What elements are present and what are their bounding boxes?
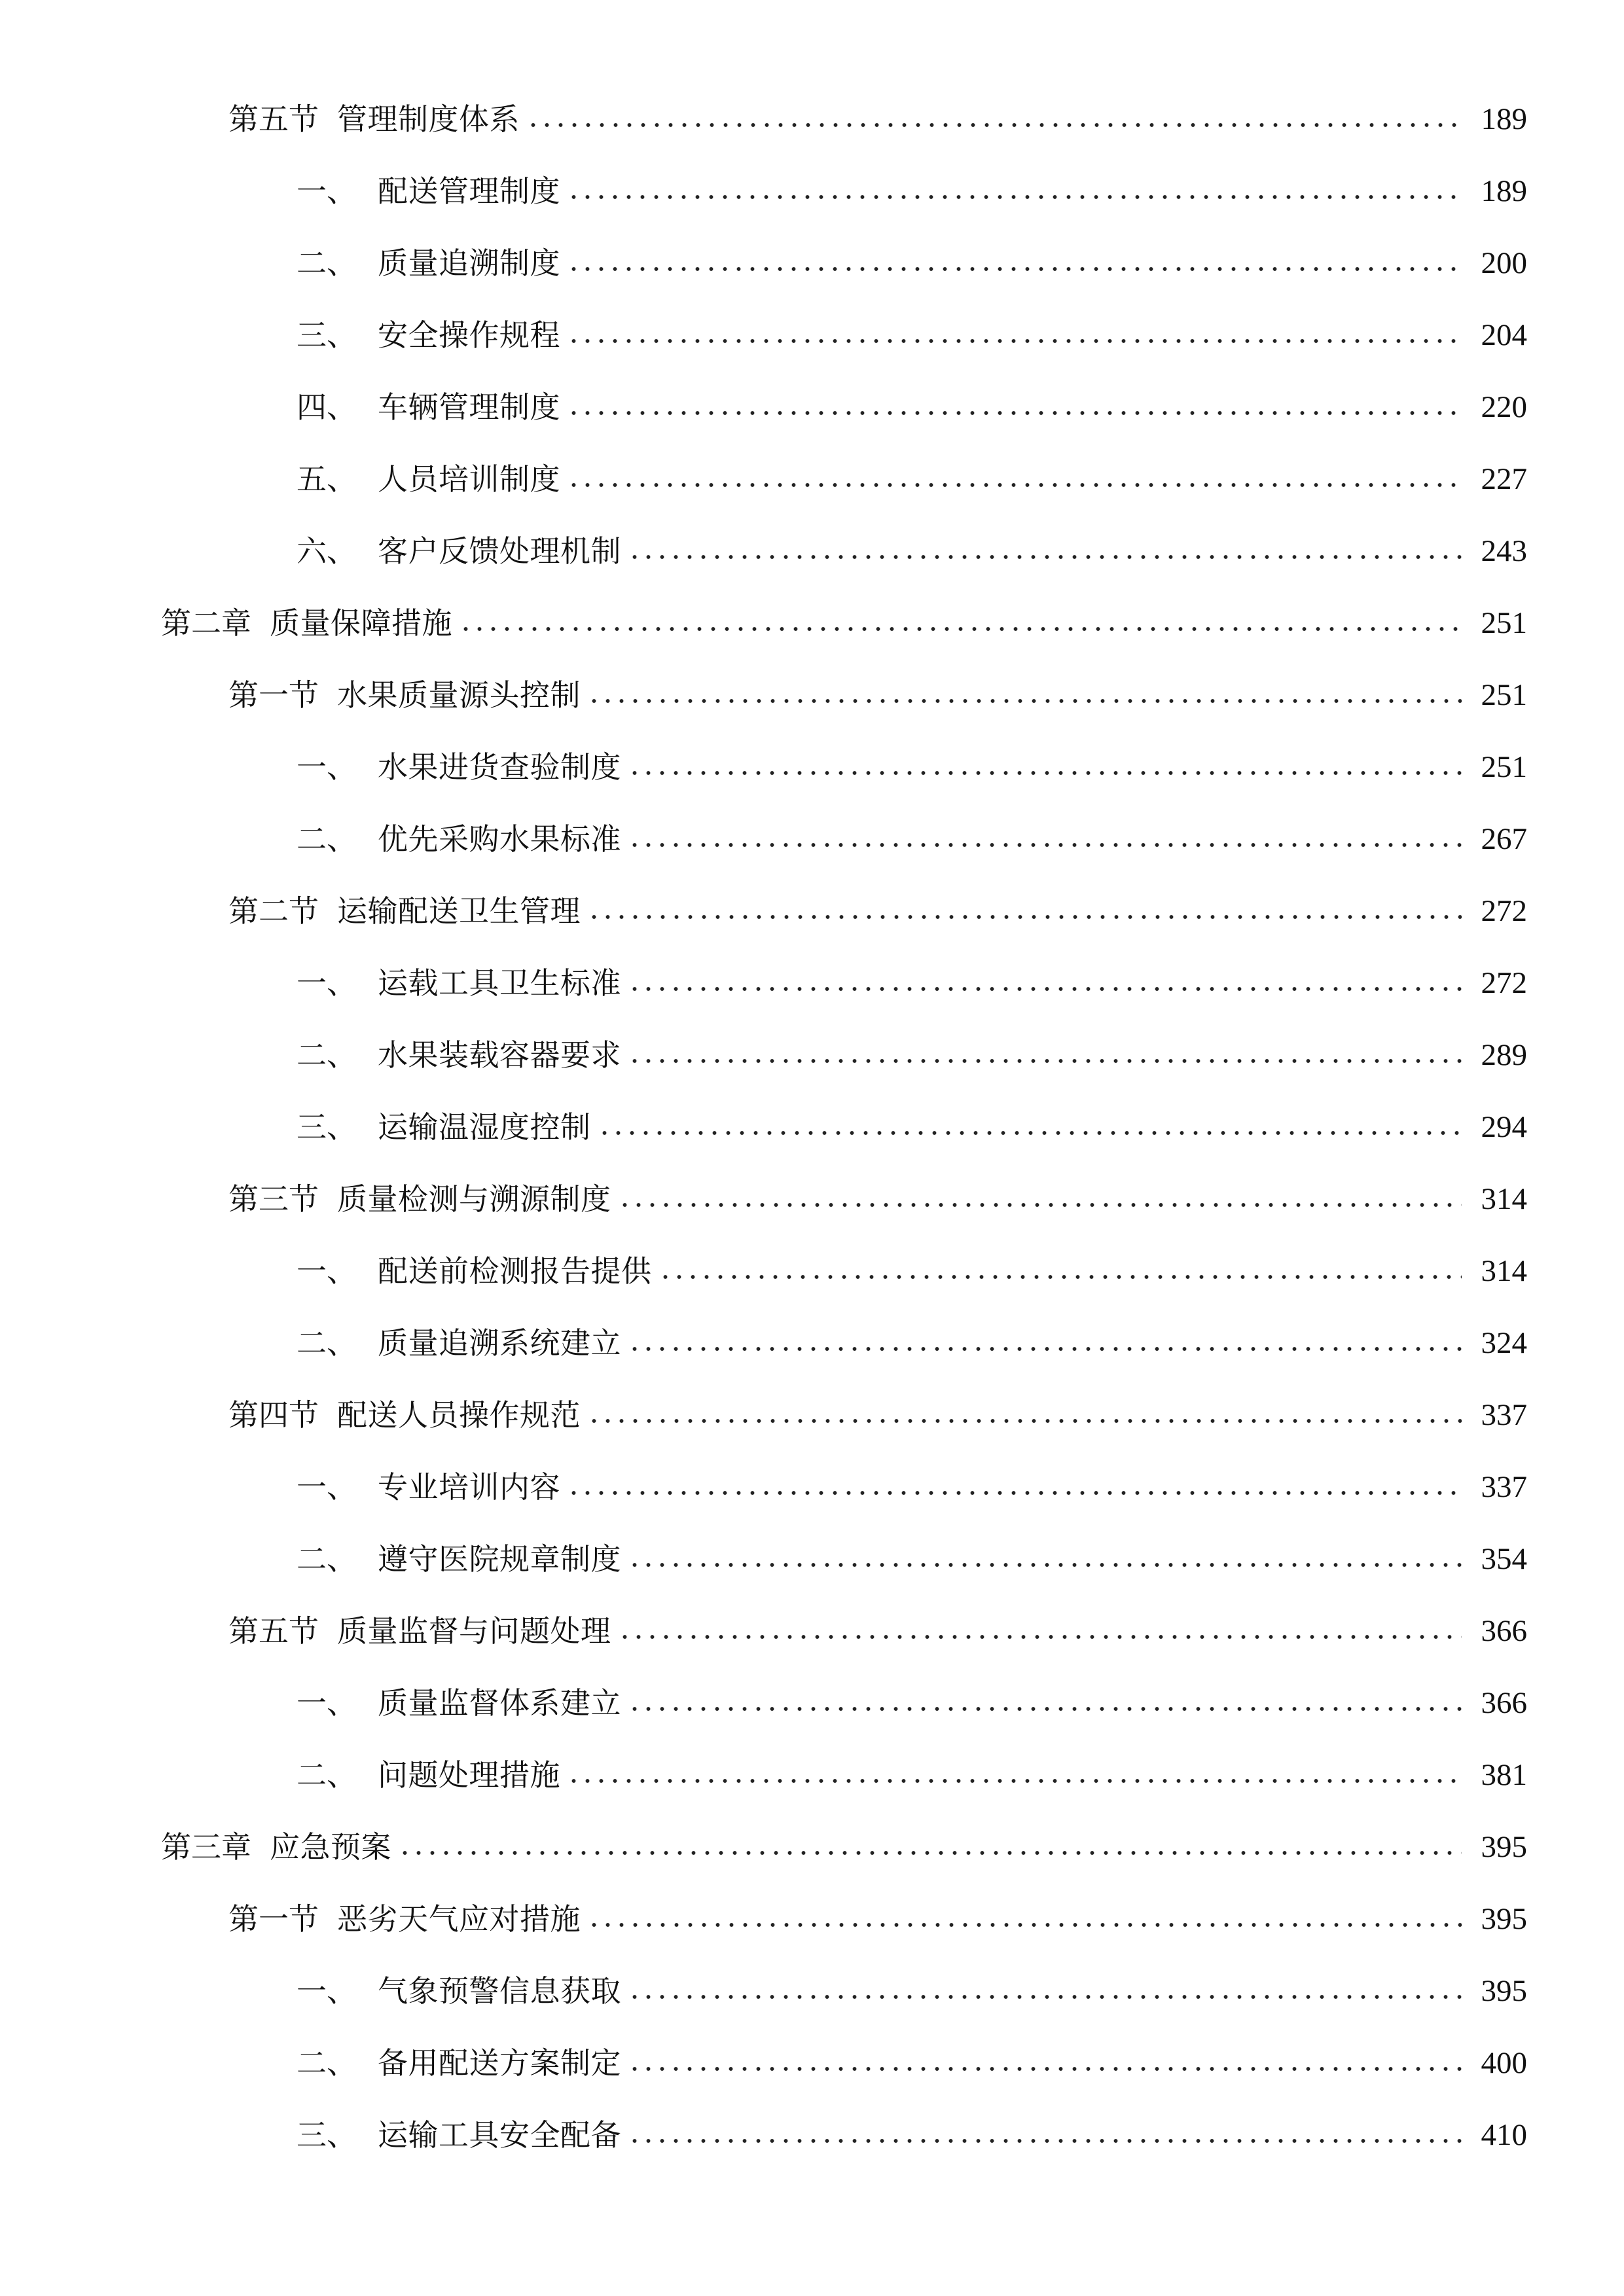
toc-entry-prefix: 一、: [297, 1973, 357, 2009]
toc-entry-chapter[interactable]: [161, 1824, 1527, 1870]
toc-entry-title: 质量追溯制度: [378, 245, 560, 281]
toc-entry-page-number: 227: [1481, 462, 1527, 496]
dot-leader: [628, 1059, 1462, 1063]
toc-entry-page-number: 251: [1481, 750, 1527, 784]
toc-entry-title: 质量保障措施: [270, 605, 452, 641]
toc-entry-prefix: 三、: [297, 317, 357, 353]
toc-entry-item[interactable]: [297, 744, 1527, 790]
toc-entry-title: 运载工具卫生标准: [378, 965, 621, 1001]
dot-leader: [567, 483, 1462, 487]
toc-entry-prefix: 五、: [297, 461, 357, 497]
toc-entry-page-number: 410: [1481, 2118, 1527, 2152]
toc-entry-section[interactable]: [228, 1608, 1527, 1654]
dot-leader: [628, 2067, 1462, 2071]
toc-entry-title: 质量追溯系统建立: [378, 1325, 621, 1361]
toc-entry-prefix: 六、: [297, 533, 357, 569]
toc-entry-title: 备用配送方案制定: [378, 2045, 621, 2081]
toc-entry-prefix: 第五节: [228, 101, 319, 137]
toc-entry-section[interactable]: [228, 96, 1527, 142]
toc-entry-title: 恶劣天气应对措施: [337, 1901, 581, 1937]
toc-entry-page-number: 337: [1481, 1470, 1527, 1504]
toc-entry-title: 优先采购水果标准: [378, 821, 621, 857]
toc-entry-page-number: 366: [1481, 1614, 1527, 1648]
toc-entry-item[interactable]: [297, 312, 1527, 358]
toc-entry-item[interactable]: [297, 528, 1527, 574]
dot-leader: [628, 2139, 1462, 2143]
toc-entry-page-number: 314: [1481, 1182, 1527, 1216]
toc-entry-item[interactable]: [297, 1968, 1527, 2014]
dot-leader: [526, 123, 1462, 127]
toc-entry-title: 质量检测与溯源制度: [337, 1181, 611, 1217]
toc-entry-title: 气象预警信息获取: [378, 1973, 621, 2009]
toc-entry-section[interactable]: [228, 1176, 1527, 1222]
toc-entry-title: 配送人员操作规范: [337, 1397, 581, 1433]
toc-entry-item[interactable]: [297, 1104, 1527, 1150]
toc-entry-title: 安全操作规程: [378, 317, 560, 353]
dot-leader: [628, 843, 1462, 847]
dot-leader: [567, 195, 1462, 199]
toc-entry-page-number: 354: [1481, 1542, 1527, 1576]
dot-leader: [567, 339, 1462, 343]
dot-leader: [598, 1131, 1462, 1135]
toc-entry-item[interactable]: [297, 1680, 1527, 1726]
toc-entry-prefix: 第一节: [228, 1901, 319, 1937]
toc-entry-prefix: 第二章: [161, 605, 251, 641]
dot-leader: [628, 987, 1462, 991]
toc-entry-prefix: 二、: [297, 1757, 357, 1793]
toc-entry-section[interactable]: [228, 1896, 1527, 1942]
dot-leader: [567, 267, 1462, 271]
toc-entry-prefix: 二、: [297, 1325, 357, 1361]
toc-entry-title: 专业培训内容: [378, 1469, 560, 1505]
toc-entry-item[interactable]: [297, 240, 1527, 286]
dot-leader: [567, 1779, 1462, 1783]
toc-entry-item[interactable]: [297, 168, 1527, 214]
toc-entry-title: 人员培训制度: [378, 461, 560, 497]
toc-entry-page-number: 220: [1481, 390, 1527, 424]
toc-entry-page-number: 395: [1481, 1830, 1527, 1864]
toc-entry-title: 应急预案: [270, 1829, 391, 1865]
dot-leader: [587, 699, 1462, 703]
dot-leader: [398, 1851, 1462, 1855]
toc-entry-chapter[interactable]: [161, 600, 1527, 646]
toc-entry-page-number: 395: [1481, 1974, 1527, 2008]
toc-entry-title: 配送管理制度: [378, 173, 560, 209]
toc-entry-title: 管理制度体系: [337, 101, 520, 137]
toc-entry-section[interactable]: [228, 1392, 1527, 1438]
dot-leader: [567, 1491, 1462, 1495]
dot-leader: [628, 1995, 1462, 1999]
toc-entry-page-number: 395: [1481, 1902, 1527, 1936]
toc-entry-prefix: 第三章: [161, 1829, 251, 1865]
dot-leader: [628, 1707, 1462, 1711]
toc-entry-title: 客户反馈处理机制: [378, 533, 621, 569]
toc-entry-page-number: 189: [1481, 174, 1527, 208]
toc-entry-prefix: 一、: [297, 749, 357, 785]
toc-entry-page-number: 289: [1481, 1038, 1527, 1072]
toc-entry-prefix: 二、: [297, 821, 357, 857]
toc-entry-title: 水果装载容器要求: [378, 1037, 621, 1073]
toc-entry-prefix: 一、: [297, 965, 357, 1001]
toc-entry-title: 质量监督体系建立: [378, 1685, 621, 1721]
toc-entry-prefix: 二、: [297, 245, 357, 281]
toc-entry-page-number: 400: [1481, 2046, 1527, 2080]
dot-leader: [587, 1419, 1462, 1423]
toc-entry-page-number: 324: [1481, 1326, 1527, 1360]
toc-entry-prefix: 二、: [297, 1037, 357, 1073]
toc-entry-prefix: 二、: [297, 1541, 357, 1577]
toc-entry-prefix: 一、: [297, 1469, 357, 1505]
toc-entry-prefix: 第三节: [228, 1181, 319, 1217]
dot-leader: [628, 555, 1462, 559]
toc-entry-item[interactable]: [297, 2112, 1527, 2158]
toc-entry-page-number: 314: [1481, 1254, 1527, 1288]
toc-entry-prefix: 一、: [297, 1685, 357, 1721]
toc-entry-item[interactable]: [297, 960, 1527, 1006]
toc-entry-title: 问题处理措施: [378, 1757, 560, 1793]
toc-entry-prefix: 一、: [297, 173, 357, 209]
toc-entry-title: 配送前检测报告提供: [378, 1253, 652, 1289]
toc-entry-title: 水果质量源头控制: [337, 677, 581, 713]
toc-entry-page-number: 200: [1481, 246, 1527, 280]
dot-leader: [587, 915, 1462, 919]
toc-entry-page-number: 272: [1481, 966, 1527, 1000]
dot-leader: [459, 627, 1462, 631]
toc-entry-prefix: 三、: [297, 1109, 357, 1145]
toc-entry-item[interactable]: [297, 1248, 1527, 1294]
toc-entry-page-number: 204: [1481, 318, 1527, 352]
dot-leader: [628, 1347, 1462, 1351]
toc-entry-page-number: 294: [1481, 1110, 1527, 1144]
toc-entry-prefix: 四、: [297, 389, 357, 425]
toc-entry-title: 运输工具安全配备: [378, 2117, 621, 2153]
toc-entry-item[interactable]: [297, 1320, 1527, 1366]
toc-entry-item[interactable]: [297, 816, 1527, 862]
dot-leader: [618, 1635, 1462, 1639]
toc-entry-title: 车辆管理制度: [378, 389, 560, 425]
toc-entry-page-number: 243: [1481, 534, 1527, 568]
toc-entry-page-number: 366: [1481, 1686, 1527, 1720]
toc-entry-section[interactable]: [228, 888, 1527, 934]
toc-entry-prefix: 第四节: [228, 1397, 319, 1433]
dot-leader: [628, 1563, 1462, 1567]
toc-entry-prefix: 第一节: [228, 677, 319, 713]
toc-entry-prefix: 二、: [297, 2045, 357, 2081]
toc-entry-item[interactable]: [297, 1752, 1527, 1798]
dot-leader: [567, 411, 1462, 415]
toc-entry-section[interactable]: [228, 672, 1527, 718]
toc-entry-title: 水果进货查验制度: [378, 749, 621, 785]
toc-entry-page-number: 337: [1481, 1398, 1527, 1432]
toc-entry-page-number: 267: [1481, 822, 1527, 856]
toc-entry-item[interactable]: [297, 1032, 1527, 1078]
toc-entry-title: 运输温湿度控制: [378, 1109, 591, 1145]
toc-entry-title: 质量监督与问题处理: [337, 1613, 611, 1649]
toc-entry-prefix: 三、: [297, 2117, 357, 2153]
toc-entry-page-number: 272: [1481, 894, 1527, 928]
toc-entry-item[interactable]: [297, 1464, 1527, 1510]
toc-entry-prefix: 第二节: [228, 893, 319, 929]
toc-entry-page-number: 381: [1481, 1758, 1527, 1792]
toc-entry-item[interactable]: [297, 2040, 1527, 2086]
toc-entry-prefix: 第五节: [228, 1613, 319, 1649]
dot-leader: [618, 1203, 1462, 1207]
toc-entry-page-number: 251: [1481, 606, 1527, 640]
dot-leader: [628, 771, 1462, 775]
toc-entry-item[interactable]: [297, 456, 1527, 502]
dot-leader: [659, 1275, 1462, 1279]
toc-entry-item[interactable]: [297, 384, 1527, 430]
toc-entry-page-number: 251: [1481, 678, 1527, 712]
toc-entry-page-number: 189: [1481, 102, 1527, 136]
toc-entry-prefix: 一、: [297, 1253, 357, 1289]
dot-leader: [587, 1923, 1462, 1927]
toc-entry-title: 遵守医院规章制度: [378, 1541, 621, 1577]
toc-entry-title: 运输配送卫生管理: [337, 893, 581, 929]
toc-entry-item[interactable]: [297, 1536, 1527, 1582]
